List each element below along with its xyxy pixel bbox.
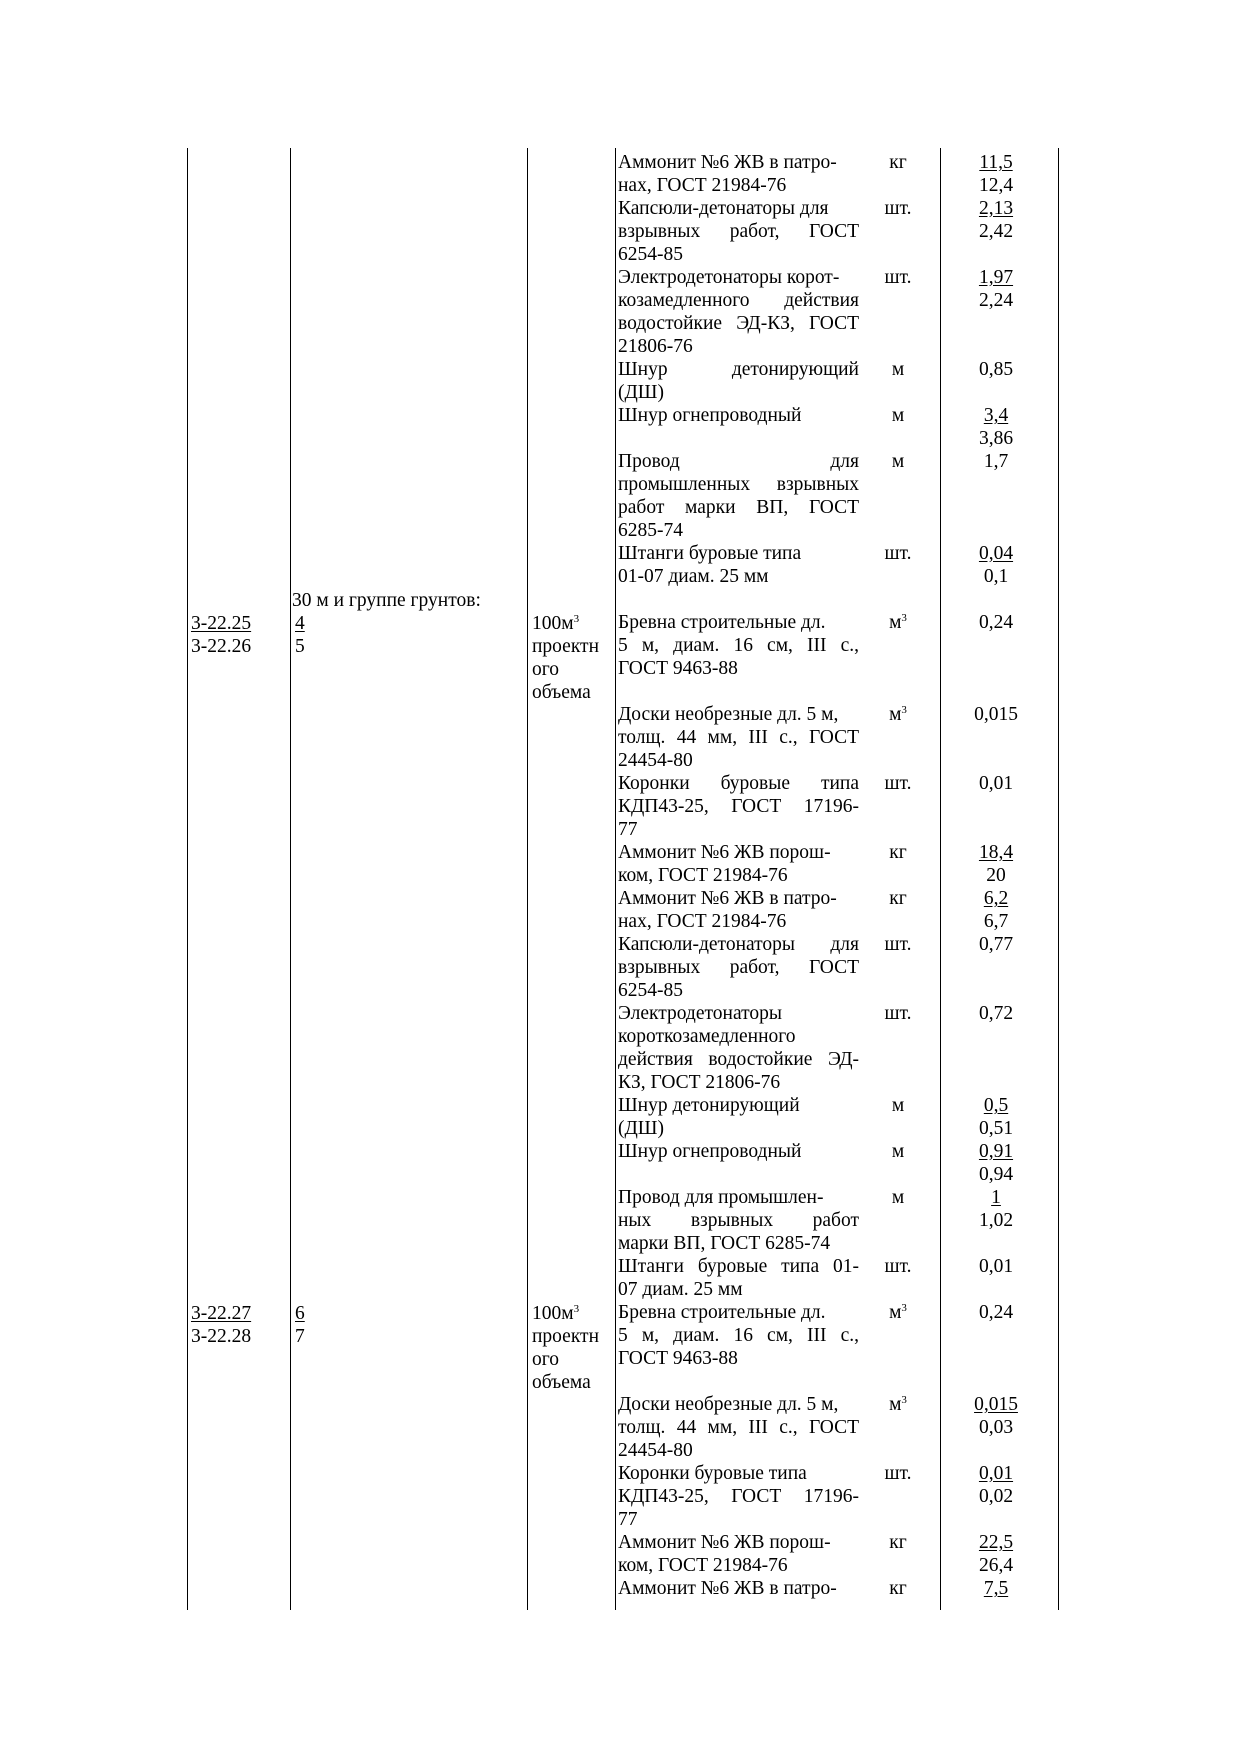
resource-name bbox=[618, 841, 859, 887]
quantity-cell bbox=[940, 1255, 1052, 1278]
quantity-cell bbox=[940, 887, 1052, 933]
quantity-cell bbox=[940, 1140, 1052, 1186]
resource-name-line: 24454-80 bbox=[618, 750, 693, 771]
quantity-cell bbox=[940, 450, 1052, 473]
resource-name bbox=[618, 1462, 859, 1531]
quantity-value: 0,01 bbox=[978, 1256, 1014, 1277]
resource-name-line: Шнур детонирующий bbox=[618, 359, 859, 380]
quantity-cell bbox=[940, 1301, 1052, 1324]
resource-name-line: 5 м, диам. 16 см, III с., bbox=[618, 1325, 859, 1346]
meter-text: проектн bbox=[532, 1326, 600, 1347]
quantity-cell bbox=[940, 841, 1052, 887]
quantity-value: 0,03 bbox=[978, 1417, 1014, 1438]
resource-name-line: 5 м, диам. 16 см, III с., bbox=[618, 635, 859, 656]
resource-name bbox=[618, 772, 859, 841]
quantity-value: 11,5 bbox=[979, 152, 1013, 173]
table-rule bbox=[1058, 148, 1059, 1610]
quantity-value: 6,2 bbox=[983, 888, 1009, 909]
quantity-value: 0,015 bbox=[974, 1394, 1018, 1415]
resource-name-line: Капсюли-детонаторы для bbox=[618, 198, 829, 219]
resource-name-line: Штанги буровые типа bbox=[618, 543, 802, 564]
quantity-cell bbox=[940, 1531, 1052, 1577]
quantity-cell bbox=[940, 542, 1052, 588]
code-text: 3-22.26 bbox=[191, 636, 252, 657]
resource-name-line: нах, ГОСТ 21984-76 bbox=[618, 175, 787, 196]
quantity-value: 0,24 bbox=[978, 612, 1014, 633]
quantity-value: 6,7 bbox=[983, 911, 1009, 932]
quantity-cell bbox=[940, 1002, 1052, 1025]
resource-name-line: Шнур огнепроводный bbox=[618, 1141, 802, 1162]
group-number: 7 bbox=[295, 1326, 305, 1347]
quantity-value: 12,4 bbox=[978, 175, 1014, 196]
resource-name-line: Электродетонаторы bbox=[618, 1003, 782, 1024]
unit-cell: шт. bbox=[884, 773, 912, 794]
quantity-cell bbox=[940, 703, 1052, 726]
unit-cell: кг bbox=[889, 152, 907, 173]
resource-name bbox=[618, 1393, 859, 1462]
resource-name bbox=[618, 266, 859, 358]
group-number: 6 bbox=[295, 1303, 305, 1324]
resource-name-line: толщ. 44 мм, III с., ГОСТ bbox=[618, 1417, 859, 1438]
resource-name bbox=[618, 450, 859, 542]
resource-name-line: 6285-74 bbox=[618, 520, 683, 541]
resource-name-line: Аммонит №6 ЖВ в патро- bbox=[618, 1578, 837, 1599]
resource-name bbox=[618, 1301, 859, 1370]
unit-cell: м bbox=[891, 359, 905, 380]
quantity-value: 7,5 bbox=[983, 1578, 1009, 1599]
quantity-cell bbox=[940, 404, 1052, 450]
resource-name-line: Бревна строительные дл. bbox=[618, 1302, 826, 1323]
resource-name-line: Шнур детонирующий bbox=[618, 1095, 800, 1116]
unit-cell: $м^3$ bbox=[889, 1394, 907, 1415]
resource-name-line: водостойкие ЭД-КЗ, ГОСТ bbox=[618, 313, 859, 334]
unit-cell: шт. bbox=[884, 198, 912, 219]
resource-name-line: работ марки ВП, ГОСТ bbox=[618, 497, 859, 518]
resource-name-line: 77 bbox=[618, 1509, 638, 1530]
quantity-value: 0,72 bbox=[978, 1003, 1014, 1024]
quantity-cell bbox=[940, 611, 1052, 634]
resource-name-line: действия водостойкие ЭД- bbox=[618, 1049, 859, 1070]
quantity-value: 26,4 bbox=[978, 1555, 1014, 1576]
quantity-value: 0,77 bbox=[978, 934, 1014, 955]
resource-name-line: КДП43-25, ГОСТ 17196- bbox=[618, 796, 859, 817]
meter-text: проектн bbox=[532, 636, 600, 657]
resource-name-line: 24454-80 bbox=[618, 1440, 693, 1461]
resource-name bbox=[618, 933, 859, 1002]
quantity-value: 3,86 bbox=[978, 428, 1014, 449]
resource-name bbox=[618, 358, 859, 404]
meter-text: ого bbox=[532, 659, 560, 680]
resource-name-line: Шнур огнепроводный bbox=[618, 405, 802, 426]
group-number: 5 bbox=[295, 636, 305, 657]
unit-cell: кг bbox=[889, 1532, 907, 1553]
quantity-cell bbox=[940, 197, 1052, 243]
resource-name bbox=[618, 887, 859, 933]
quantity-value: 0,01 bbox=[978, 1463, 1014, 1484]
resource-name-line: промышленных взрывных bbox=[618, 474, 859, 495]
quantity-value: 0,91 bbox=[978, 1141, 1014, 1162]
resource-name-line: Штанги буровые типа 01- bbox=[618, 1256, 859, 1277]
quantity-cell bbox=[940, 1577, 1052, 1600]
quantity-value: 0,1 bbox=[983, 566, 1009, 587]
resource-name-line: Капсюли-детонаторы для bbox=[618, 934, 859, 955]
resource-name-line: 6254-85 bbox=[618, 244, 683, 265]
quantity-value: 2,24 bbox=[978, 290, 1014, 311]
resource-name-line: ком, ГОСТ 21984-76 bbox=[618, 865, 788, 886]
unit-cell: кг bbox=[889, 842, 907, 863]
resource-name bbox=[618, 1577, 859, 1600]
resource-name-line: 07 диам. 25 мм bbox=[618, 1279, 743, 1300]
meter-text: объема bbox=[532, 1372, 591, 1393]
unit-cell: м bbox=[891, 405, 905, 426]
unit-cell: $м^3$ bbox=[889, 704, 907, 725]
meter-text: ого bbox=[532, 1349, 560, 1370]
resource-name-line: козамедленного действия bbox=[618, 290, 859, 311]
quantity-value: 2,13 bbox=[978, 198, 1014, 219]
resource-name bbox=[618, 1094, 859, 1140]
table-rule bbox=[527, 148, 528, 1610]
resource-name-line: Аммонит №6 ЖВ в патро- bbox=[618, 888, 837, 909]
resource-name-line: 6254-85 bbox=[618, 980, 683, 1001]
meter-unit: $100м^3$ bbox=[532, 1303, 580, 1324]
resource-name-line: взрывных работ, ГОСТ bbox=[618, 957, 859, 978]
quantity-value: 0,51 bbox=[978, 1118, 1014, 1139]
quantity-value: 0,94 bbox=[978, 1164, 1014, 1185]
resource-name-line: Аммонит №6 ЖВ порош- bbox=[618, 842, 831, 863]
resource-name bbox=[618, 404, 859, 427]
resource-name-line: Электродетонаторы корот- bbox=[618, 267, 840, 288]
resource-name-line: ком, ГОСТ 21984-76 bbox=[618, 1555, 788, 1576]
meter-text: объема bbox=[532, 682, 591, 703]
unit-cell: шт. bbox=[884, 1256, 912, 1277]
quantity-value: 3,4 bbox=[983, 405, 1009, 426]
resource-name bbox=[618, 611, 859, 680]
unit-cell: шт. bbox=[884, 543, 912, 564]
resource-name bbox=[618, 1186, 859, 1255]
resource-name-line: (ДШ) bbox=[618, 382, 664, 403]
quantity-cell bbox=[940, 358, 1052, 381]
unit-cell: м bbox=[891, 1095, 905, 1116]
resource-name bbox=[618, 703, 859, 772]
quantity-value: 18,4 bbox=[978, 842, 1014, 863]
unit-cell: м bbox=[891, 1141, 905, 1162]
quantity-value: 0,04 bbox=[978, 543, 1014, 564]
resource-name bbox=[618, 542, 859, 588]
table-rule bbox=[290, 148, 291, 1610]
resource-name bbox=[618, 1140, 859, 1163]
quantity-value: 22,5 bbox=[978, 1532, 1014, 1553]
resource-name-line: Коронки буровые типа bbox=[618, 773, 859, 794]
resource-name-line: ных взрывных работ bbox=[618, 1210, 859, 1231]
quantity-value: 0,5 bbox=[983, 1095, 1009, 1116]
resource-name-line: Провод для промышлен- bbox=[618, 1187, 824, 1208]
table-rule bbox=[187, 148, 188, 1610]
quantity-cell bbox=[940, 266, 1052, 312]
code-link[interactable]: 3-22.25 bbox=[191, 613, 252, 634]
quantity-value: 1,7 bbox=[983, 451, 1009, 472]
resource-name-line: ГОСТ 9463-88 bbox=[618, 1348, 738, 1369]
quantity-cell bbox=[940, 1393, 1052, 1439]
code-link[interactable]: 3-22.27 bbox=[191, 1303, 252, 1324]
unit-cell: $м^3$ bbox=[889, 612, 907, 633]
unit-cell: м bbox=[891, 451, 905, 472]
meter-unit: $100м^3$ bbox=[532, 613, 580, 634]
resource-name-line: 01-07 диам. 25 мм bbox=[618, 566, 769, 587]
resource-name-line: Доски необрезные дл. 5 м, bbox=[618, 704, 839, 725]
quantity-cell bbox=[940, 933, 1052, 956]
resource-name-line: Доски необрезные дл. 5 м, bbox=[618, 1394, 839, 1415]
code-text: 3-22.28 bbox=[191, 1326, 252, 1347]
resource-name-line: 77 bbox=[618, 819, 638, 840]
quantity-value: 0,85 bbox=[978, 359, 1014, 380]
resource-name bbox=[618, 151, 859, 197]
quantity-value: 2,42 bbox=[978, 221, 1014, 242]
quantity-value: 1,02 bbox=[978, 1210, 1014, 1231]
quantity-cell bbox=[940, 151, 1052, 197]
resource-name-line: толщ. 44 мм, III с., ГОСТ bbox=[618, 727, 859, 748]
table-rule bbox=[615, 148, 616, 1610]
unit-cell: шт. bbox=[884, 1003, 912, 1024]
resource-name-line: Провод для bbox=[618, 451, 859, 472]
resource-name-line: (ДШ) bbox=[618, 1118, 664, 1139]
quantity-value: 0,01 bbox=[978, 773, 1014, 794]
unit-cell: $м^3$ bbox=[889, 1302, 907, 1323]
quantity-cell bbox=[940, 1094, 1052, 1140]
resource-name bbox=[618, 197, 859, 266]
resource-name bbox=[618, 1255, 859, 1301]
unit-cell: шт. bbox=[884, 934, 912, 955]
resource-name-line: КДП43-25, ГОСТ 17196- bbox=[618, 1486, 859, 1507]
quantity-value: 0,24 bbox=[978, 1302, 1014, 1323]
quantity-value: 1 bbox=[991, 1187, 1001, 1208]
unit-cell: кг bbox=[889, 1578, 907, 1599]
resource-name bbox=[618, 1002, 859, 1094]
resource-name-line: КЗ, ГОСТ 21806-76 bbox=[618, 1072, 781, 1093]
resource-name-line: Аммонит №6 ЖВ в патро- bbox=[618, 152, 837, 173]
group-caption: 30 м и группе грунтов: bbox=[292, 590, 481, 611]
quantity-value: 0,015 bbox=[974, 704, 1018, 725]
quantity-value: 0,02 bbox=[978, 1486, 1014, 1507]
quantity-value: 1,97 bbox=[978, 267, 1014, 288]
resource-name-line: короткозамедленного bbox=[618, 1026, 796, 1047]
resource-name-line: Аммонит №6 ЖВ порош- bbox=[618, 1532, 831, 1553]
quantity-cell bbox=[940, 1462, 1052, 1508]
unit-cell: шт. bbox=[884, 267, 912, 288]
quantity-cell bbox=[940, 1186, 1052, 1232]
quantity-value: 20 bbox=[986, 865, 1006, 886]
unit-cell: шт. bbox=[884, 1463, 912, 1484]
unit-cell: кг bbox=[889, 888, 907, 909]
group-number: 4 bbox=[295, 613, 305, 634]
resource-name bbox=[618, 1531, 859, 1577]
unit-cell: м bbox=[891, 1187, 905, 1208]
resource-name-line: Бревна строительные дл. bbox=[618, 612, 826, 633]
resource-name-line: 21806-76 bbox=[618, 336, 693, 357]
resource-name-line: взрывных работ, ГОСТ bbox=[618, 221, 859, 242]
quantity-cell bbox=[940, 772, 1052, 795]
resource-name-line: нах, ГОСТ 21984-76 bbox=[618, 911, 787, 932]
resource-name-line: Коронки буровые типа bbox=[618, 1463, 807, 1484]
resource-name-line: ГОСТ 9463-88 bbox=[618, 658, 738, 679]
resource-name-line: марки ВП, ГОСТ 6285-74 bbox=[618, 1233, 831, 1254]
